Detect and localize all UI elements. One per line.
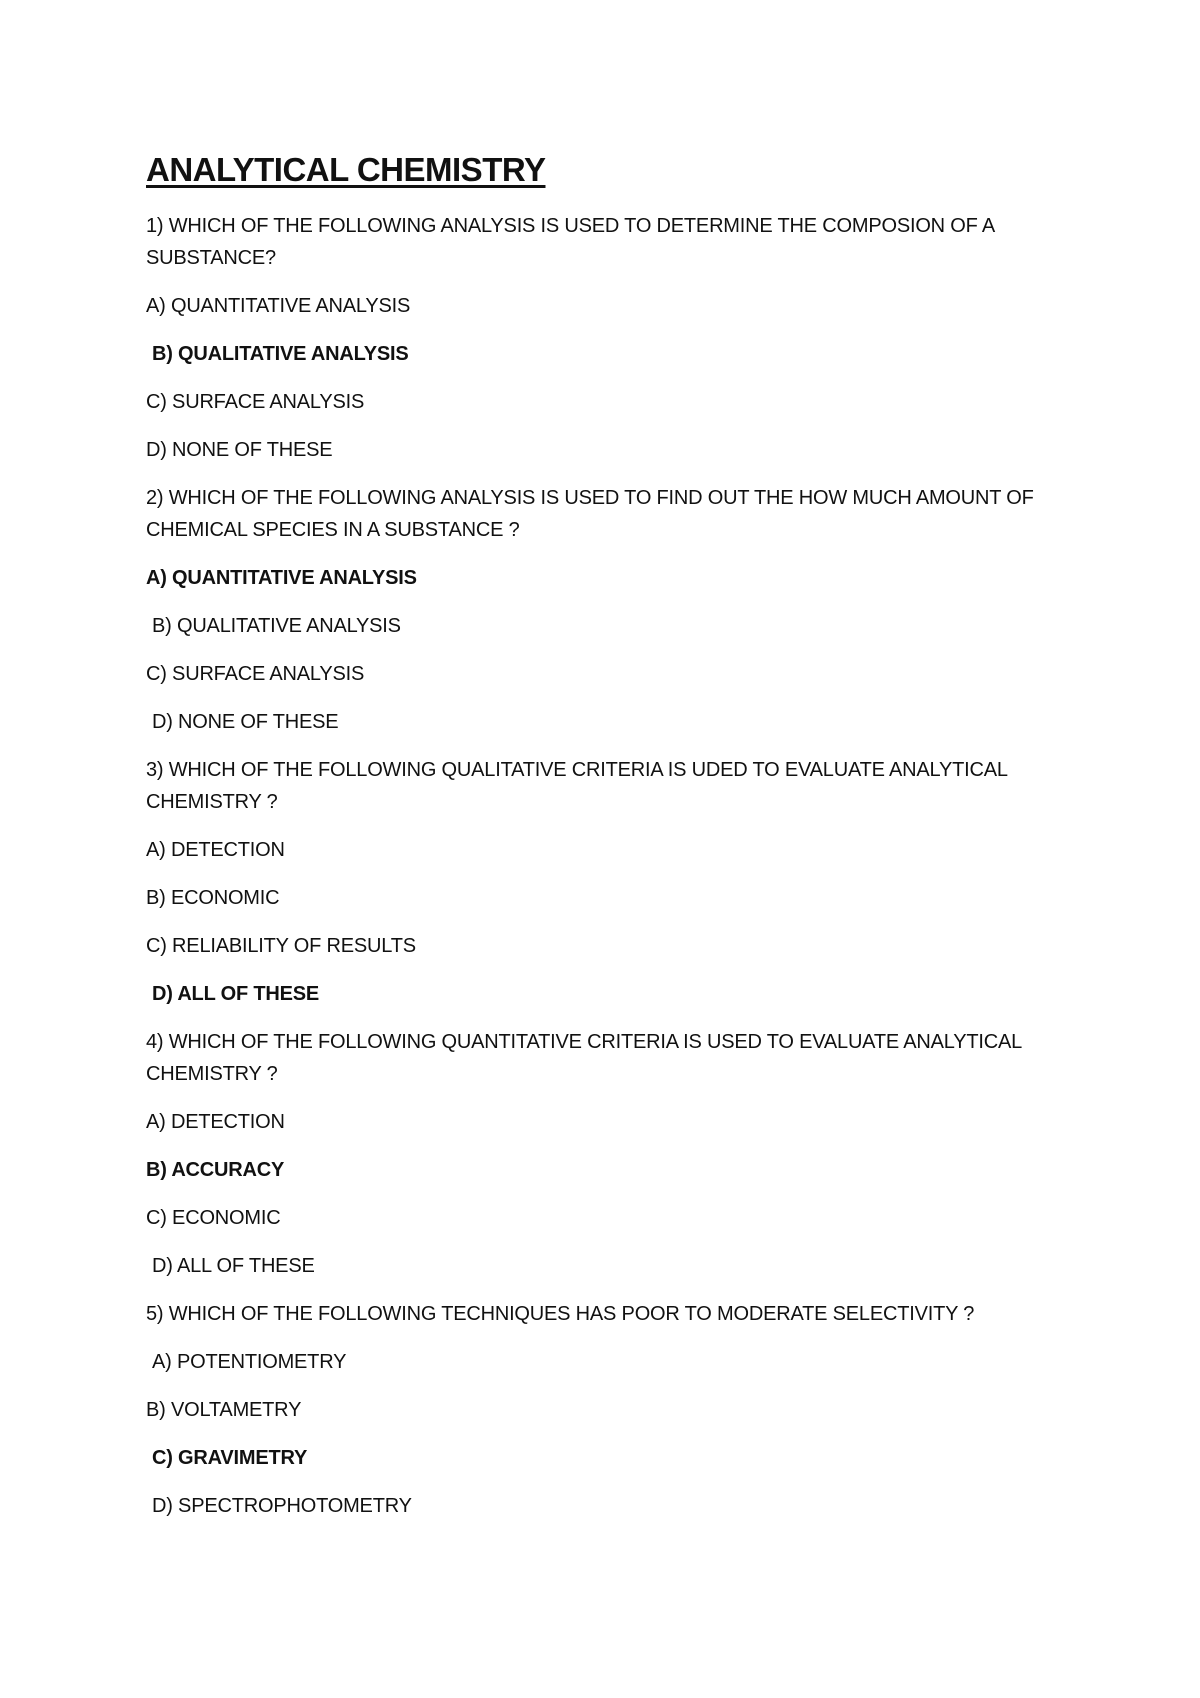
answer-option: D) SPECTROPHOTOMETRY xyxy=(152,1495,412,1517)
question-block xyxy=(146,1026,1066,1282)
answer-option: B) QUALITATIVE ANALYSIS xyxy=(152,615,401,637)
question-text: 4) WHICH OF THE FOLLOWING QUANTITATIVE CRITERIA IS USED TO EVALUATE ANALYTICAL CHEMISTRY ? xyxy=(146,1031,1022,1085)
answer-option: A) POTENTIOMETRY xyxy=(152,1351,347,1373)
question-text: 3) WHICH OF THE FOLLOWING QUALITATIVE CRITERIA IS UDED TO EVALUATE ANALYTICAL CHEMISTRY ? xyxy=(146,759,1008,813)
answer-option: D) NONE OF THESE xyxy=(146,439,333,461)
answer-option-correct: C) GRAVIMETRY xyxy=(152,1447,308,1469)
question-block xyxy=(146,754,1066,1010)
answer-option: C) SURFACE ANALYSIS xyxy=(146,391,365,413)
answer-option: C) ECONOMIC xyxy=(146,1207,281,1229)
question-block xyxy=(146,1298,1066,1522)
answer-option: B) VOLTAMETRY xyxy=(146,1399,302,1421)
question-text: 2) WHICH OF THE FOLLOWING ANALYSIS IS USED TO FIND OUT THE HOW MUCH AMOUNT OF CHEMICAL SPECIES IN A SUBSTANCE ? xyxy=(146,487,1034,541)
answer-option: A) QUANTITATIVE ANALYSIS xyxy=(146,295,411,317)
question-block xyxy=(146,482,1066,738)
question-text: 5) WHICH OF THE FOLLOWING TECHNIQUES HAS POOR TO MODERATE SELECTIVITY ? xyxy=(146,1303,975,1325)
answer-option-correct: A) QUANTITATIVE ANALYSIS xyxy=(146,567,417,589)
document-content xyxy=(146,150,1066,1538)
question-block xyxy=(146,210,1066,466)
answer-option: C) RELIABILITY OF RESULTS xyxy=(146,935,416,957)
answer-option: D) NONE OF THESE xyxy=(152,711,339,733)
answer-option: A) DETECTION xyxy=(146,1111,285,1133)
answer-option-correct: B) QUALITATIVE ANALYSIS xyxy=(152,343,409,365)
document-title: ANALYTICAL CHEMISTRY xyxy=(146,151,546,188)
answer-option: A) DETECTION xyxy=(146,839,285,861)
answer-option: C) SURFACE ANALYSIS xyxy=(146,663,365,685)
answer-option-correct: D) ALL OF THESE xyxy=(152,983,320,1005)
answer-option: D) ALL OF THESE xyxy=(152,1255,315,1277)
answer-option-correct: B) ACCURACY xyxy=(146,1159,285,1181)
answer-option: B) ECONOMIC xyxy=(146,887,280,909)
question-text: 1) WHICH OF THE FOLLOWING ANALYSIS IS USED TO DETERMINE THE COMPOSION OF A SUBSTANCE? xyxy=(146,215,994,269)
